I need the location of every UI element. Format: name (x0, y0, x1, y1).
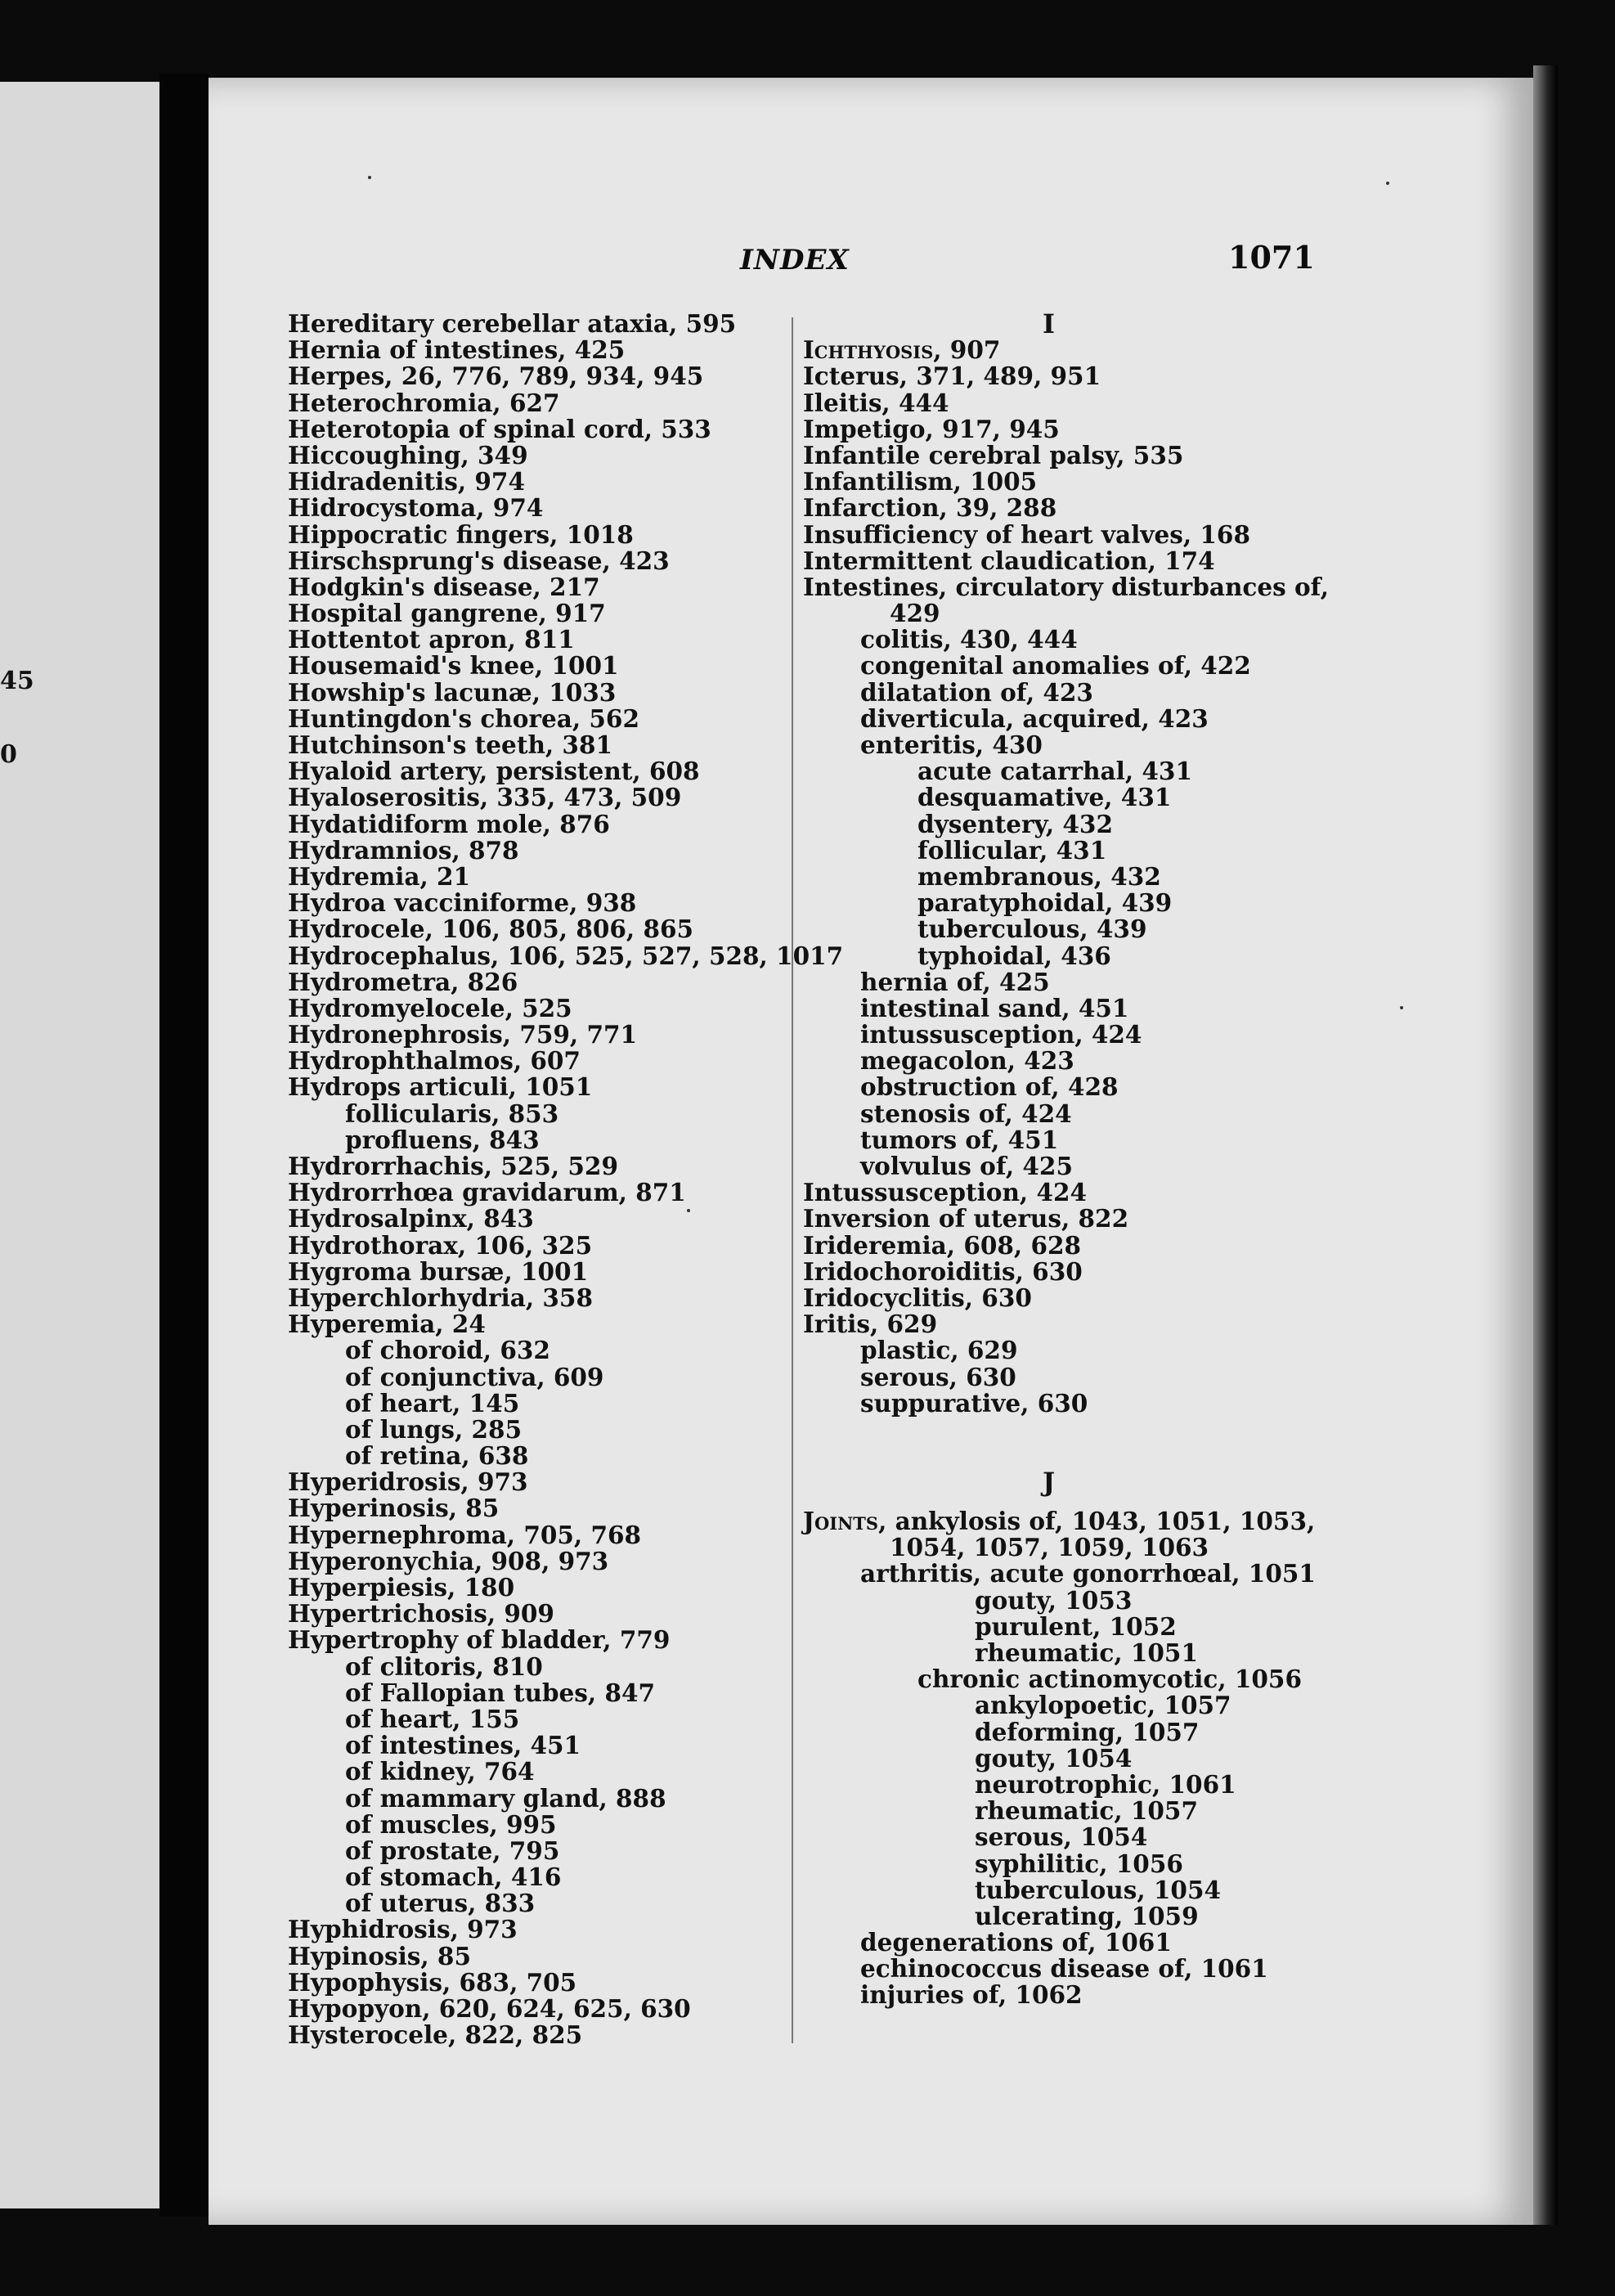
index-subentry (803, 995, 1329, 1022)
index-subentry (803, 1982, 1329, 2008)
entry-text: Insufficiency of heart valves, 168 (803, 519, 1250, 549)
index-entry (288, 703, 843, 733)
index-subentry (288, 1680, 843, 1706)
entry-headword: Joints (803, 1507, 879, 1536)
index-subentry (288, 1364, 843, 1391)
entry-text: obstruction of, 428 (860, 1072, 1119, 1102)
entry-text: rheumatic, 1057 (975, 1796, 1198, 1826)
index-subentry (803, 1364, 1329, 1391)
index-entry (288, 363, 843, 389)
index-subentry (803, 1930, 1329, 1956)
entry-text: Hydrometra, 826 (288, 967, 518, 996)
index-entry (288, 1230, 843, 1260)
entry-text: Hyperonychia, 908, 973 (288, 1546, 609, 1575)
entry-text: Hyperpiesis, 180 (288, 1573, 515, 1602)
entry-text: Housemaid's knee, 1001 (288, 651, 619, 681)
entry-text: Hydrothorax, 106, 325 (288, 1230, 593, 1260)
index-subentry (803, 653, 1329, 679)
index-subentry (803, 1743, 1329, 1773)
entry-text: Hysterocele, 822, 825 (288, 2020, 583, 2050)
entry-text: Infantilism, 1005 (803, 467, 1038, 496)
index-entry (803, 1230, 1329, 1260)
index-subentry (803, 703, 1329, 733)
entry-text: Hydrosalpinx, 843 (288, 1204, 534, 1233)
index-entry (288, 653, 843, 679)
entry-text: serous, 630 (860, 1362, 1016, 1391)
index-entry (288, 337, 843, 363)
entry-text: Impetigo, 917, 945 (803, 414, 1060, 443)
index-entry (288, 519, 843, 549)
entry-text: Hiccoughing, 349 (288, 440, 528, 470)
index-subentry (803, 1851, 1329, 1877)
entry-text: of lungs, 285 (345, 1414, 523, 1444)
entry-text: Hydronephrosis, 759, 771 (288, 1020, 638, 1049)
index-column-right (803, 308, 1329, 2010)
entry-text: Huntingdon's chorea, 562 (288, 703, 639, 733)
entry-text: of muscles, 995 (345, 1809, 557, 1839)
entry-text: of clitoris, 810 (345, 1651, 543, 1681)
entry-text: Iridochoroiditis, 630 (803, 1256, 1083, 1286)
entry-text: injuries of, 1062 (860, 1980, 1083, 2010)
index-subentry (803, 1692, 1329, 1719)
index-entry (803, 1179, 1329, 1206)
entry-headword: Ichthyosis (803, 335, 934, 365)
entry-text: of prostate, 795 (345, 1835, 560, 1865)
index-entry (288, 1996, 843, 2022)
index-subentry (803, 1666, 1329, 1692)
entry-text: Hodgkin's disease, 217 (288, 572, 600, 601)
index-subentry (803, 1640, 1329, 1666)
index-entry (288, 943, 843, 969)
index-subentry (803, 732, 1329, 758)
index-entry (288, 1943, 843, 1970)
index-entry (288, 1601, 843, 1627)
index-subentry (803, 1798, 1329, 1824)
entry-text: tuberculous, 1054 (975, 1875, 1222, 1904)
entry-text: Iridocyclitis, 630 (803, 1283, 1032, 1312)
index-subentry (803, 784, 1329, 811)
entry-text: enteritis, 430 (860, 730, 1043, 759)
index-entry (288, 732, 843, 758)
entry-text: Hydroa vacciniforme, 938 (288, 888, 637, 918)
index-column-left (288, 311, 843, 2048)
index-subentry (288, 1890, 843, 1916)
entry-text: neurotrophic, 1061 (975, 1769, 1236, 1799)
entry-text: hernia of, 425 (860, 967, 1050, 996)
index-entry (288, 1074, 843, 1100)
index-subentry (803, 1153, 1329, 1179)
entry-text: stenosis of, 424 (860, 1099, 1072, 1128)
index-entry (288, 469, 843, 495)
entry-text: tuberculous, 439 (917, 914, 1147, 944)
entry-text: deforming, 1057 (975, 1717, 1200, 1746)
entry-text: syphilitic, 1056 (975, 1849, 1183, 1878)
entry-text: of uterus, 833 (345, 1889, 536, 1918)
index-subentry (803, 1903, 1329, 1930)
index-entry (288, 1967, 843, 1997)
entry-text: paratyphoidal, 439 (917, 888, 1173, 918)
entry-text: Hyperchlorhydria, 358 (288, 1283, 593, 1312)
entry-text: suppurative, 630 (860, 1388, 1088, 1418)
index-entry (288, 1256, 843, 1286)
entry-text: Hydromyelocele, 525 (288, 993, 572, 1022)
facing-page-fragment: 0 (0, 740, 17, 769)
entry-text: colitis, 430, 444 (860, 625, 1078, 654)
entry-text: Intussusception, 424 (803, 1178, 1088, 1207)
index-entry (288, 440, 843, 470)
index-entry (803, 440, 1329, 470)
entry-text: Hottentot apron, 811 (288, 625, 575, 654)
entry-text: J (1043, 1466, 1056, 1498)
entry-text: dilatation of, 423 (860, 677, 1093, 707)
entry-text: Hippocratic fingers, 1018 (288, 519, 634, 549)
entry-text: , 907 (933, 335, 1001, 365)
facing-page-fragment: 45 (0, 667, 34, 695)
index-entry (288, 1522, 843, 1548)
page-number: 1071 (1228, 239, 1315, 276)
index-entry (803, 416, 1329, 443)
index-subentry (288, 1864, 843, 1890)
index-subentry (803, 861, 1329, 891)
entry-text: Hypertrophy of bladder, 779 (288, 1625, 671, 1655)
index-entry (803, 574, 1329, 600)
index-entry (288, 916, 843, 942)
index-entry (288, 811, 843, 838)
entry-text: purulent, 1052 (975, 1611, 1177, 1641)
entry-text: Hernia of intestines, 425 (288, 335, 626, 365)
entry-text: Hydrophthalmos, 607 (288, 1046, 581, 1076)
index-subentry (288, 1443, 843, 1469)
scan-speck (368, 176, 371, 179)
index-subentry (288, 1101, 843, 1127)
entry-text: of retina, 638 (345, 1441, 529, 1471)
index-entry (803, 363, 1329, 389)
index-subentry (288, 1414, 843, 1444)
entry-text: Hydramnios, 878 (288, 835, 519, 865)
index-entry (288, 1022, 843, 1048)
index-entry (288, 390, 843, 416)
entry-text: gouty, 1053 (975, 1585, 1133, 1615)
index-entry-continuation (803, 1534, 1329, 1561)
index-entry (288, 1179, 843, 1206)
entry-text: of Fallopian tubes, 847 (345, 1678, 656, 1707)
index-entry (803, 1206, 1329, 1232)
index-subentry (803, 1388, 1329, 1418)
index-entry (288, 1206, 843, 1232)
entry-text: intussusception, 424 (860, 1020, 1142, 1049)
index-entry (288, 1285, 843, 1311)
index-subentry (803, 943, 1329, 969)
entry-text: intestinal sand, 451 (860, 993, 1129, 1022)
entry-text: Iritis, 629 (803, 1310, 938, 1339)
index-subentry (288, 1337, 843, 1364)
running-head: INDEX (740, 244, 850, 276)
index-entry (288, 835, 843, 865)
entry-text: Hydrocele, 106, 805, 806, 865 (288, 914, 694, 944)
entry-text: chronic actinomycotic, 1056 (917, 1665, 1302, 1694)
index-entry (288, 627, 843, 653)
entry-text: volvulus of, 425 (860, 1152, 1073, 1180)
index-subentry (288, 1127, 843, 1153)
entry-text: plastic, 629 (860, 1336, 1018, 1365)
index-entry (803, 1508, 1329, 1534)
entry-text: Hirschsprung's disease, 423 (288, 546, 670, 575)
entry-text: congenital anomalies of, 422 (860, 651, 1251, 681)
entry-text: rheumatic, 1051 (975, 1638, 1198, 1667)
index-subentry (803, 1127, 1329, 1153)
index-subentry (803, 916, 1329, 942)
entry-text: Infarction, 39, 288 (803, 493, 1057, 523)
index-entry (288, 1153, 843, 1179)
entry-text: Hydatidiform mole, 876 (288, 809, 610, 838)
index-subentry (288, 1706, 843, 1732)
index-subentry (803, 1611, 1329, 1641)
entry-text: Hereditary cerebellar ataxia, 595 (288, 309, 737, 338)
index-entry (288, 2022, 843, 2048)
entry-text: Hygroma bursæ, 1001 (288, 1256, 589, 1286)
section-letter-heading (803, 1466, 1329, 1498)
section-spacer (803, 1417, 1329, 1469)
index-entry (288, 1495, 843, 1521)
index-entry (288, 495, 843, 521)
index-entry-continuation (803, 600, 1329, 627)
entry-text: Hypernephroma, 705, 768 (288, 1520, 642, 1549)
entry-text: Hydrorrhachis, 525, 529 (288, 1152, 618, 1180)
index-entry (803, 469, 1329, 495)
entry-text: Hyaloid artery, persistent, 608 (288, 757, 700, 786)
entry-text: of stomach, 416 (345, 1862, 562, 1892)
index-entry (288, 758, 843, 784)
index-entry (803, 1285, 1329, 1311)
index-entry (803, 495, 1329, 521)
entry-text: Hypinosis, 85 (288, 1941, 471, 1970)
index-entry (288, 574, 843, 600)
entry-text: of intestines, 451 (345, 1731, 581, 1760)
entry-text: Hyphidrosis, 973 (288, 1915, 518, 1944)
index-entry (288, 1311, 843, 1337)
scan-speck (1400, 1006, 1403, 1009)
entry-text: serous, 1054 (975, 1822, 1148, 1852)
entry-text: ulcerating, 1059 (975, 1901, 1199, 1930)
entry-text: arthritis, acute gonorrhœal, 1051 (860, 1559, 1316, 1588)
entry-text: I (1043, 308, 1055, 339)
entry-text: , ankylosis of, 1043, 1051, 1053, (878, 1507, 1316, 1536)
index-entry (288, 1048, 843, 1074)
index-subentry (288, 1732, 843, 1759)
entry-text: Heterochromia, 627 (288, 388, 560, 417)
entry-text: Icterus, 371, 489, 951 (803, 362, 1101, 391)
index-entry (288, 1575, 843, 1601)
entry-text: Hyperidrosis, 973 (288, 1467, 528, 1497)
index-subentry (803, 1074, 1329, 1100)
index-entry (803, 390, 1329, 416)
index-entry (288, 416, 843, 443)
index-entry (803, 1256, 1329, 1286)
entry-text: megacolon, 423 (860, 1046, 1074, 1076)
entry-text: diverticula, acquired, 423 (860, 703, 1209, 733)
index-entry (288, 677, 843, 707)
entry-text: tumors of, 451 (860, 1125, 1059, 1154)
index-entry (803, 548, 1329, 574)
index-subentry (803, 835, 1329, 865)
entry-text: Hypertrichosis, 909 (288, 1599, 554, 1629)
entry-text: desquamative, 431 (917, 783, 1172, 812)
index-subentry (803, 758, 1329, 784)
entry-text: Intermittent claudication, 174 (803, 546, 1215, 575)
entry-text: 1054, 1057, 1059, 1063 (890, 1533, 1209, 1562)
index-subentry (803, 1824, 1329, 1850)
index-subentry (803, 811, 1329, 838)
index-subentry (803, 627, 1329, 653)
entry-text: acute catarrhal, 431 (917, 757, 1192, 786)
entry-text: of mammary gland, 888 (345, 1783, 666, 1813)
index-entry (288, 600, 843, 627)
entry-text: Herpes, 26, 776, 789, 934, 945 (288, 362, 704, 391)
index-subentry (288, 1388, 843, 1418)
index-entry (803, 337, 1329, 363)
index-subentry (803, 1337, 1329, 1364)
entry-text: dysentery, 432 (917, 809, 1113, 838)
entry-text: degenerations of, 1061 (860, 1928, 1172, 1957)
index-entry (288, 1916, 843, 1943)
index-subentry (288, 1759, 843, 1785)
entry-text: Heterotopia of spinal cord, 533 (288, 414, 711, 443)
entry-text: Hydremia, 21 (288, 861, 471, 891)
entry-text: Hyaloserositis, 335, 473, 509 (288, 783, 682, 812)
entry-text: 429 (890, 599, 940, 628)
index-subentry (803, 1719, 1329, 1746)
index-entry (288, 1548, 843, 1575)
index-entry (288, 890, 843, 916)
entry-text: Irideremia, 608, 628 (803, 1230, 1082, 1260)
index-subentry (803, 1956, 1329, 1982)
entry-text: Hyperemia, 24 (288, 1310, 486, 1339)
entry-text: Ileitis, 444 (803, 388, 949, 417)
entry-text: of heart, 145 (345, 1388, 520, 1418)
entry-text: echinococcus disease of, 1061 (860, 1954, 1268, 1984)
index-entry (288, 1627, 843, 1653)
section-letter-heading (803, 308, 1329, 339)
index-subentry (288, 1809, 843, 1839)
entry-text: of choroid, 632 (345, 1336, 550, 1365)
entry-text: Hydrocephalus, 106, 525, 527, 528, 1017 (288, 941, 844, 970)
entry-text: follicularis, 853 (345, 1099, 559, 1128)
index-entry (803, 1311, 1329, 1337)
index-subentry (803, 969, 1329, 995)
index-subentry (288, 1651, 843, 1681)
entry-text: Hydrorrhœa gravidarum, 871 (288, 1178, 686, 1207)
entry-text: follicular, 431 (917, 835, 1107, 865)
page-edge-shadow (1533, 65, 1558, 2225)
index-subentry (288, 1835, 843, 1865)
entry-text: profluens, 843 (345, 1125, 540, 1154)
index-entry (288, 995, 843, 1022)
entry-text: of conjunctiva, 609 (345, 1362, 604, 1391)
facing-page-edge (0, 82, 159, 2208)
index-subentry (288, 1783, 843, 1813)
entry-text: Hydrops articuli, 1051 (288, 1072, 593, 1102)
entry-text: gouty, 1054 (975, 1743, 1133, 1773)
index-subentry (803, 1022, 1329, 1048)
index-entry (288, 861, 843, 891)
entry-text: Hypopyon, 620, 624, 625, 630 (288, 1994, 691, 2023)
index-subentry (803, 1561, 1329, 1587)
entry-text: Inversion of uterus, 822 (803, 1204, 1129, 1233)
entry-text: Hospital gangrene, 917 (288, 599, 606, 628)
index-subentry (803, 1585, 1329, 1615)
entry-text: membranous, 432 (917, 861, 1161, 891)
entry-text: of kidney, 764 (345, 1757, 535, 1786)
book-gutter (159, 74, 209, 2217)
index-entry (803, 519, 1329, 549)
index-subentry (803, 1877, 1329, 1903)
index-subentry (803, 1769, 1329, 1799)
entry-text: Hidrocystoma, 974 (288, 493, 544, 523)
entry-text: Hyperinosis, 85 (288, 1494, 500, 1523)
index-subentry (803, 677, 1329, 707)
scan-speck (1386, 182, 1389, 185)
entry-text: ankylopoetic, 1057 (975, 1691, 1231, 1720)
index-entry (288, 784, 843, 811)
index-entry (288, 548, 843, 574)
index-entry (288, 969, 843, 995)
entry-text: Hutchinson's teeth, 381 (288, 730, 613, 759)
index-subentry (803, 1048, 1329, 1074)
entry-text: Hypophysis, 683, 705 (288, 1967, 577, 1997)
entry-text: of heart, 155 (345, 1704, 520, 1733)
index-subentry (803, 1101, 1329, 1127)
index-entry (288, 1469, 843, 1495)
entry-text: typhoidal, 436 (917, 941, 1111, 970)
entry-text: Intestines, circulatory disturbances of, (803, 572, 1329, 601)
entry-text: Howship's lacunæ, 1033 (288, 677, 617, 707)
entry-text: Hidradenitis, 974 (288, 467, 525, 496)
index-subentry (803, 890, 1329, 916)
index-entry (288, 311, 843, 337)
entry-text: Infantile cerebral palsy, 535 (803, 440, 1184, 470)
